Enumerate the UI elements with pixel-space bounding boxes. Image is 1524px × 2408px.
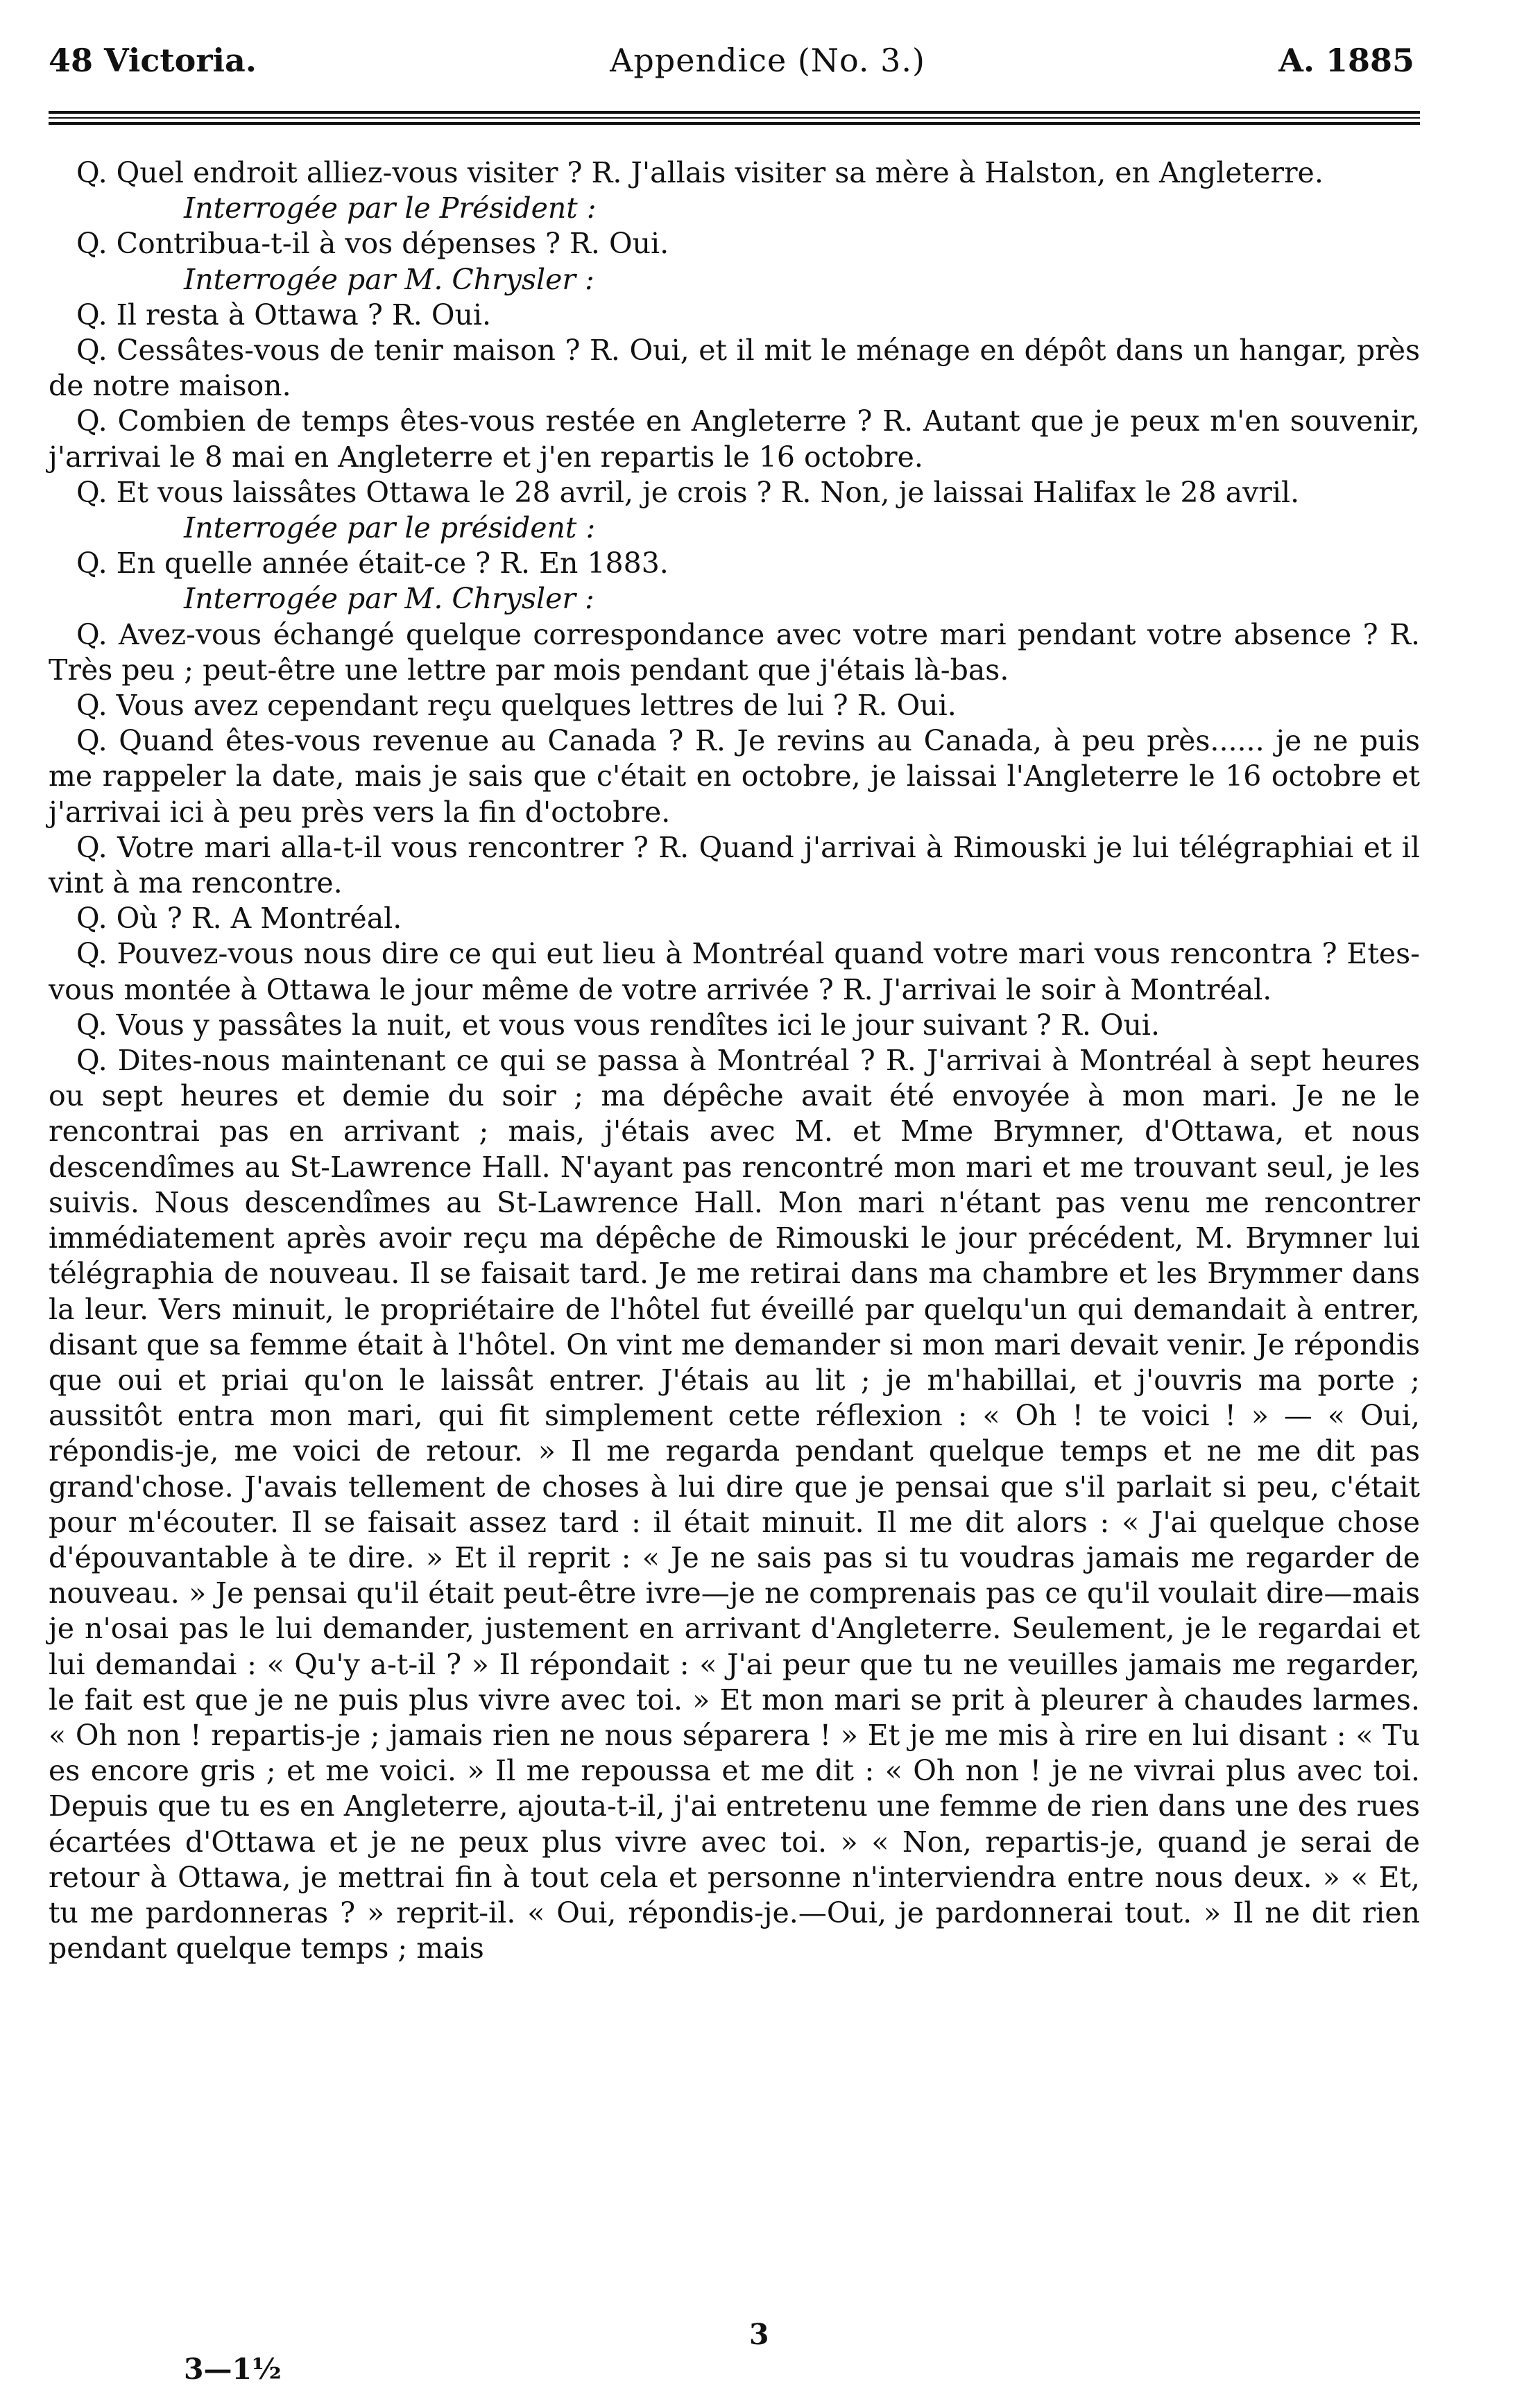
question-answer-paragraph: Q. Cessâtes-vous de tenir maison ? R. Oui, et il mit le ménage en dépôt dans un hangar, près de notre maison.: [49, 334, 1420, 403]
question-answer-paragraph: Q. Vous avez cependant reçu quelques lettres de lui ? R. Oui.: [76, 689, 957, 723]
header-year: A. 1885: [1278, 42, 1414, 79]
interrogator-heading: Interrogée par M. Chrysler :: [184, 582, 594, 616]
question-answer-paragraph: Q. Où ? R. A Montréal.: [76, 902, 402, 936]
signature-mark: 3—1½: [184, 2353, 282, 2386]
question-answer-paragraph: Q. Quand êtes-vous revenue au Canada ? R. Je revins au Canada, à peu près...... je ne puis me rappeler la date, mais je sais que c'était en octobre, je laissai l'Angleterre le 16 octobre et j'arrivai ici à peu près vers la fin d'octobre.: [49, 724, 1420, 829]
header-rule: [49, 111, 1420, 125]
page-number: 3: [749, 2318, 769, 2351]
running-header: [49, 42, 1420, 79]
interrogator-heading: Interrogée par le président :: [184, 511, 596, 545]
testimony-body: [49, 155, 1420, 1966]
question-answer-paragraph: Q. Avez-vous échangé quelque correspondance avec votre mari pendant votre absence ? R. Très peu ; peut-être une lettre par mois pendant que j'étais là-bas.: [49, 617, 1420, 687]
header-appendix: Appendice (No. 3.): [610, 42, 925, 79]
question-answer-paragraph: Q. Quel endroit alliez-vous visiter ? R. J'allais visiter sa mère à Halston, en Angleterre.: [76, 156, 1324, 189]
question-answer-paragraph: Q. Vous y passâtes la nuit, et vous vous rendîtes ici le jour suivant ? R. Oui.: [76, 1008, 1161, 1042]
question-answer-paragraph: Q. Et vous laissâtes Ottawa le 28 avril, je crois ? R. Non, je laissai Halifax le 28 avril.: [76, 475, 1300, 509]
header-session: 48 Victoria.: [49, 42, 257, 79]
question-answer-paragraph: Q. En quelle année était-ce ? R. En 1883.: [76, 547, 669, 580]
question-answer-paragraph: Q. Pouvez-vous nous dire ce qui eut lieu à Montréal quand votre mari vous rencontra ? Etes-vous montée à Ottawa le jour même de votre arrivée ? R. J'arrivai le soir à Montréal.: [49, 937, 1420, 1006]
question-answer-paragraph: Q. Combien de temps êtes-vous restée en Angleterre ? R. Autant que je peux m'en souvenir, j'arrivai le 8 mai en Angleterre et j'en repartis le 16 octobre.: [49, 404, 1420, 474]
question-answer-paragraph: Q. Dites-nous maintenant ce qui se passa à Montréal ? R. J'arrivai à Montréal à sept heures ou sept heures et demie du soir ; ma dépêche avait été envoyée à mon mari. Je ne le rencontrai pas en arrivant ; mais, j'étais avec M. et Mme Brymner, d'Ottawa, et nous descendîmes au St-Lawrence Hall. N'ayant pas rencontré mon mari et me trouvant seul, je les suivis. Nous descendîmes au St-Lawrence Hall. Mon mari n'étant pas venu me rencontrer immédiatement après avoir reçu ma dépêche de Rimouski le jour précédent, M. Brymner lui télégraphia de nouveau. Il se faisait tard. Je me retirai dans ma chambre et les Brymmer dans la leur. Vers minuit, le propriétaire de l'hôtel fut éveillé par quelqu'un qui demandait à entrer, disant que sa femme était à l'hôtel. On vint me demander si mon mari devait venir. Je répondis que oui et priai qu'on le laissât entrer. J'étais au lit ; je m'habillai, et j'ouvris ma porte ; aussitôt entra mon mari, qui fit simplement cette réflexion : « Oh ! te voici ! » — « Oui, répondis-je, me voici de retour. » Il me regarda pendant quelque temps et ne me dit pas grand'chose. J'avais tellement de choses à lui dire que je pensai que s'il parlait si peu, c'était pour m'écouter. Il se faisait assez tard : il était minuit. Il me dit alors : « J'ai quelque chose d'épouvantable à te dire. » Et il reprit : « Je ne sais pas si tu voudras jamais me regarder de nouveau. » Je pensai qu'il était peut-être ivre—je ne comprenais pas ce qu'il voulait dire—mais je n'osai pas le lui demander, justement en arrivant d'Angleterre. Seulement, je le regardai et lui demandai : « Qu'y a-t-il ? » Il répondait : « J'ai peur que tu ne veuilles jamais me regarder, le fait est que je ne puis plus vivre avec toi. » Et mon mari se prit à pleurer à chaudes larmes. « Oh non ! repartis-je ; jamais rien ne nous séparera ! » Et je me mis à rire en lui disant : « Tu es encore gris ; et me voici. » Il me repoussa et me dit : « Oh non ! je ne vivrai plus avec toi. Depuis que tu es en Angleterre, ajouta-t-il, j'ai entretenu une femme de rien dans une des rues écartées d'Ottawa et je ne peux plus vivre avec toi. » « Non, repartis-je, quand je serai de retour à Ottawa, je mettrai fin à tout cela et personne n'interviendra entre nous deux. » « Et, tu me pardonneras ? » reprit-il. « Oui, répondis-je.—Oui, je pardonnerai tout. » Il ne dit rien pendant quelque temps ; mais: [49, 1044, 1420, 1966]
interrogator-heading: Interrogée par le Président :: [184, 191, 597, 225]
question-answer-paragraph: Q. Votre mari alla-t-il vous rencontrer ? R. Quand j'arrivai à Rimouski je lui télégraphiai et il vint à ma rencontre.: [49, 830, 1420, 900]
interrogator-heading: Interrogée par M. Chrysler :: [184, 262, 594, 296]
question-answer-paragraph: Q. Il resta à Ottawa ? R. Oui.: [76, 298, 492, 332]
question-answer-paragraph: Q. Contribua-t-il à vos dépenses ? R. Oui.: [76, 227, 669, 261]
